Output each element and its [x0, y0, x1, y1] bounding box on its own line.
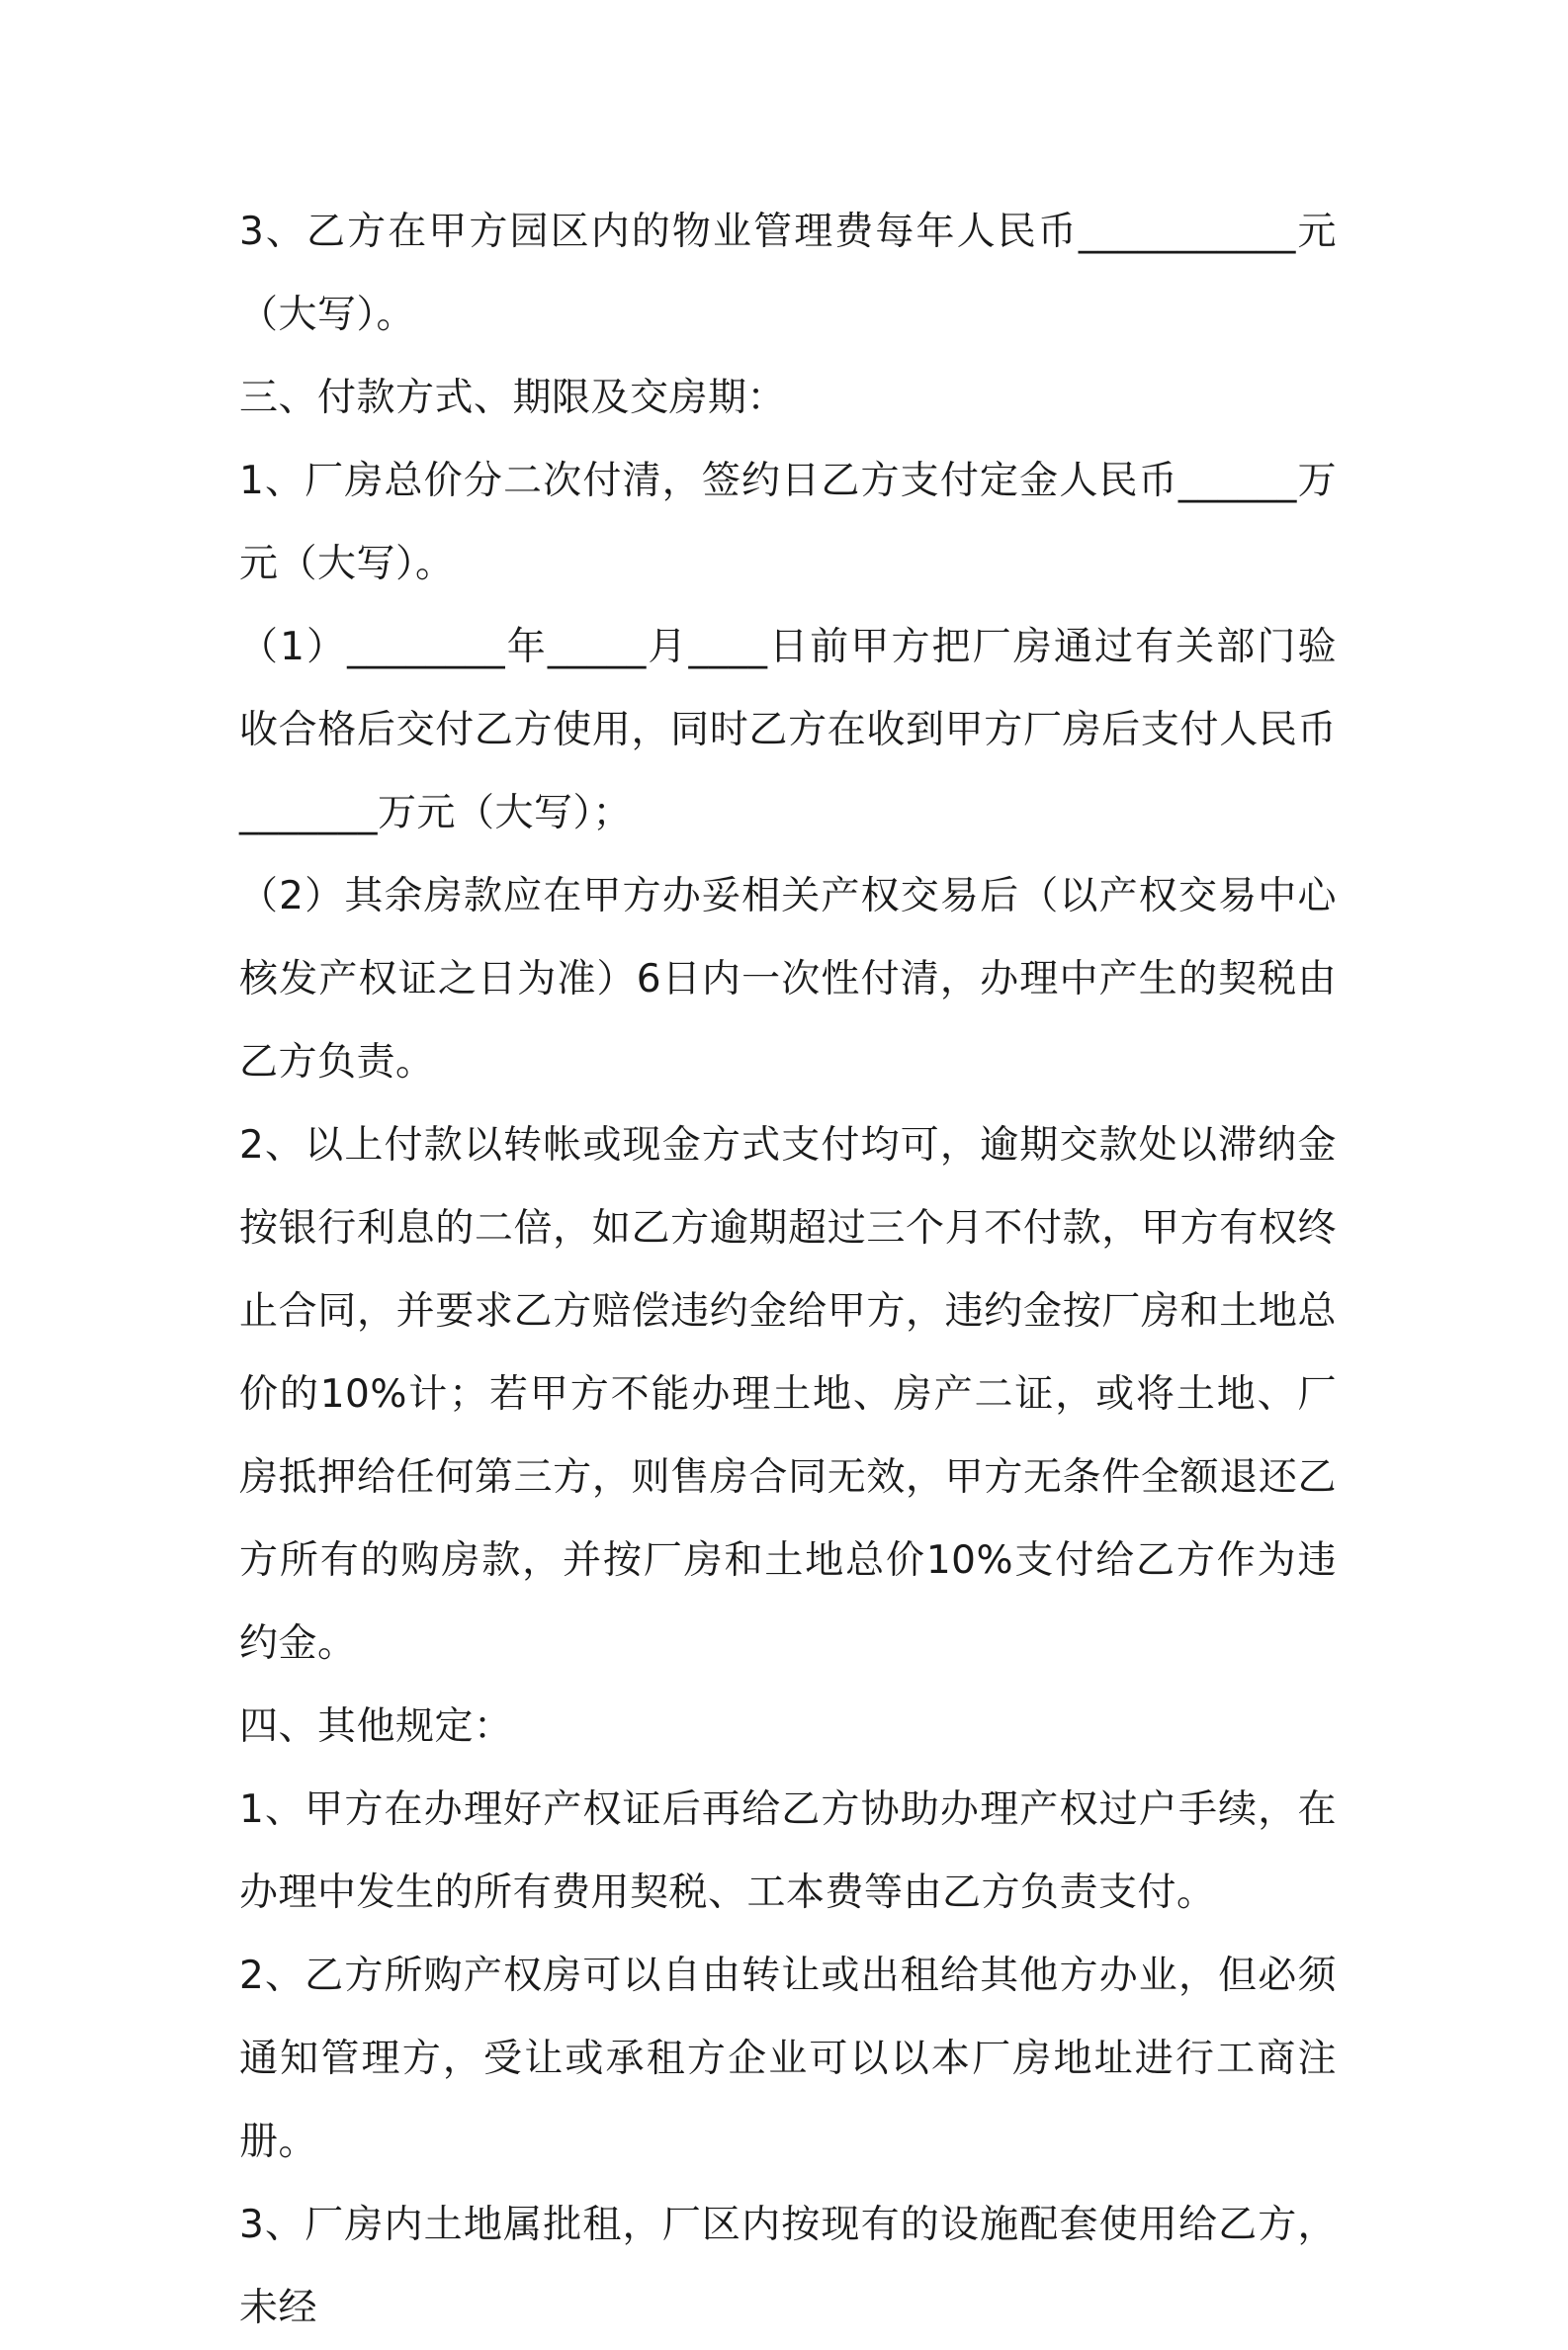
clause-2-resale: 2、乙方所购产权房可以自由转让或出租给其他方办业，但必须通知管理方，受让或承租方企业可以以本厂房地址进行工商注册。	[239, 1954, 1337, 2164]
clause-1-title-transfer: 1、甲方在办理好产权证后再给乙方协助办理产权过户手续，在办理中发生的所有费用契税、工本费等由乙方负责支付。	[239, 1787, 1337, 1915]
section-4-heading: 四、其他规定：	[239, 1704, 513, 1749]
clause-1-item-1: （1）________年_____月____日前甲方把厂房通过有关部门验收合格后交付乙方使用，同时乙方在收到甲方厂房后支付人民币_______万元（大写）；	[239, 625, 1337, 835]
clause-3-property-fee: 3、乙方在甲方园区内的物业管理费每年人民币___________元（大写）。	[239, 210, 1337, 337]
document-body	[239, 191, 1337, 2350]
clause-2-payment-method: 2、以上付款以转帐或现金方式支付均可，逾期交款处以滞纳金按银行利息的二倍，如乙方逾期超过三个月不付款，甲方有权终止合同，并要求乙方赔偿违约金给甲方，违约金按厂房和土地总价的10%计；若甲方不能办理土地、房产二证，或将土地、厂房抵押给任何第三方，则售房合同无效，甲方无条件全额退还乙方所有的购房款，并按厂房和土地总价10%支付给乙方作为违约金。	[239, 1123, 1337, 1666]
clause-3-land-lease: 3、厂房内土地属批租，厂区内按现有的设施配套使用给乙方，未经	[239, 2203, 1337, 2330]
clause-1-item-2: （2）其余房款应在甲方办妥相关产权交易后（以产权交易中心核发产权证之日为准）6日内一次性付清，办理中产生的契税由乙方负责。	[239, 874, 1337, 1085]
section-3-heading: 三、付款方式、期限及交房期：	[239, 376, 787, 420]
clause-1-payment: 1、厂房总价分二次付清，签约日乙方支付定金人民币______万元（大写）。	[239, 459, 1337, 586]
